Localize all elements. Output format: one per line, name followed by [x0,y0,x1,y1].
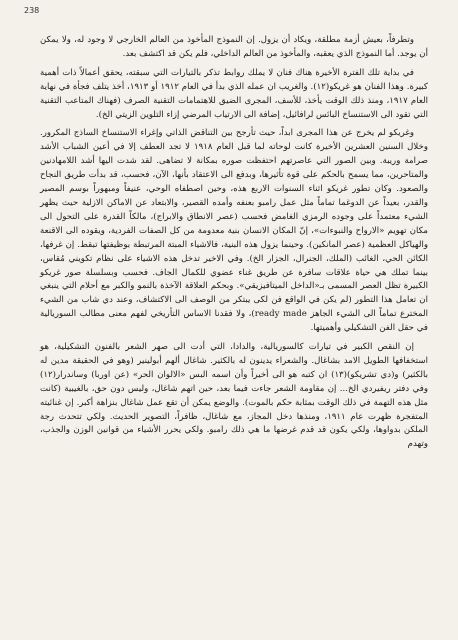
paragraph-2: في بداية تلك الفترة الأخيرة هناك فنان لا يملك روابط تذكر بالتيارات التي سبقته، يحقق أعمالاً ذات أهمية كبيرة. وهذا الفنان هو غريكو(١٢). والغريب ان عمله الذي بدأ في العام ١٩١٢ أو ١٩١٣، أخذ يتلف فجأة في نهاية العام ١٩١٧، ومنذ ذلك الوقت يأخذ، للأسف، المجرى الضيق للاهتمامات التقنية الصرف (فهناك المتاعب التقنية التي تقود الى الاستنساخ البائس لرافائيل، إضافة الى الارتياب المرضي إزاء التلوين الزيتي الخ). [40,67,428,120]
paragraph-1: وتطرفاً، بعيش أزمة مطلقة، ويكاد أن يزول. إن النموذج المأخوذ من العالم الخارجي لا وجود له، ولا يمكن أن يوجد. أما النموذج الذي يعقبه، والمأخوذ من العالم الداخلي، فلم يكن قد اكتشف بعد. [40,35,428,59]
paragraph-4: إن النقص الكبير في تيارات كالسوريالية، والدادا، التي أدت الى صهر الشعر بالفنون التشكيلية، هو استخفافها الطويل الامد بشاغال. والشعراء يدينون له بالكثير. شاغال ألهم أبولينير (وهو في الحقيقة مدين له بالكثير) و(دي تشريكو)(١٣) ان كتبه هو الى أخيراً وأن اسمه البس «الالوان الحر» (عن اوربا) وساندرار(١٢) وفي دفتر ريفيردي الخ... إن مقاومة الشعر جاءت فيما بعد، حين اتهم شاغال، وليس دون حق، بالغيبية (كانت مثل هذه التهمة في ذلك الوقت بمثابة حكم بالموت). والوضع يمكن أن تقع عمل شاغال بنزاهة أكبر. إن غنائيته المتفجرة ظهرت عام ١٩١١، ومنذها دخل المجاز، مع شاغال، ظافراً، التصوير الحديث. ولكي تتحدث رجة الملكن بدواوها، ولكي يكون قد قدم غرضها ما هي ذلك رامبو. ولكي يحرر الأشياء من قوانين الوزن والجذب، وتهدم [40,342,428,450]
page-number: 238 [24,6,40,15]
body-text [40,34,428,452]
paragraph-3: وغريكو لم يخرج عن هذا المجرى ابداً، حيث تأرجح بين التناقض الذاتي وإغراء الاستنساخ الساذج المكرور. وخلال السنين العشرين الأخيرة كانت لوحاته لما قبل العام ١٩١٨ لا تجد العطف إلا في أعين الشباب الأشد صرامة وريبة. وبين الصور التي عاصرتهم احتفظت صوره بمكانة لا تضاهى. لقد شدت اليها أشد اللامهادنين والمتاحرين، مما يسمح بالحكم على قوة تأثيرها، وبدفع الى الاعتقاد بأنها، الآن، فحسب، قد بدأت طريق النجاح والصعود. وكان تطور غريكو اثناء السنوات الاربع هذه، وحين اصطفاه الوحي، عنيفاً ومبهوراً بوسم المصير والقدر، بعيداً عن الدوغما تماماً مثل عمل رامبو بعنفه وأمده القصير، والابتعاد عن الاماكن الازلية حيث يظهر الشيء معتمداً على وجوده الرمزي الغامض فحسب (عصر الانطاق والابراج)، مالكاً القدرة على التحول الى مكان تهويم «الارواح والنبوءات»، إنّ المكان الانسان بنية معدومة من كل الصفات الفردية، ويقوده الى الاقنعة والهياكل العظمية (عصر المانكين). وحينما يزول هذه البنية، فالاشياء المبتة المرتبطة بوظيفتها تبقط. إن غرفها، الكائن الحي، الغائب (الملك، الجنرال، الجزار الخ). وفي الاخير تدخل هذه الاشياء على نظام تكويني مُقاس، بينما تملك هي حياة علاقات سافرة عن طريق غناء عضوي للكمال الجاف. فحسب وبسلسلة صور غريكو الكبيرة تظل العصر المسمى بـ«الداخل الميتافيزيقي». وبحكم العلاقة الآخذة بالنمو والكبر مع أحلام التي ينبغي ان تعامل هذا التطور (لم يكن في الواقع فن لكى يبتكر من الوصف الى الاكتشاف، وعند دي شاب من الشيء المخترع تماماً الى الشيء الجاهز ready made)، ولا فقدنا الاساس التأريخي لفهم معنى مطالب السوريالية في حقل الفن التشكيلي وأهميتها. [40,128,428,334]
